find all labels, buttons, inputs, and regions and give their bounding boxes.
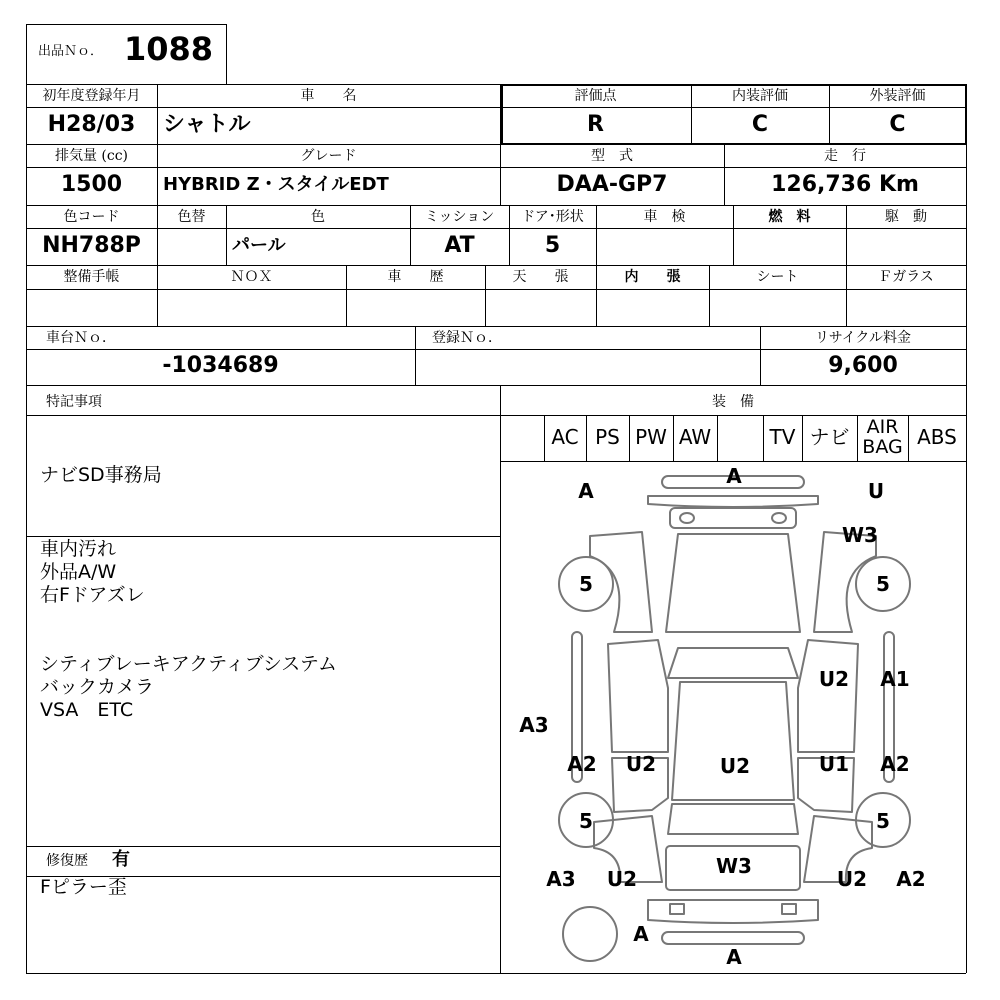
registration-label: 登録Ｎｏ．: [432, 330, 502, 346]
vehicle-history-label: 車 歴: [387, 269, 444, 285]
equipment-aw: AW: [678, 425, 712, 449]
chassis-label: 車台Ｎｏ．: [46, 330, 116, 346]
color-code-label: 色コード: [63, 209, 120, 225]
damage-mark: U1: [818, 752, 850, 776]
color-change-label: 色替: [177, 209, 206, 225]
color-value: パール: [232, 235, 286, 256]
damage-mark: W3: [842, 523, 878, 547]
drive-label: 駆 動: [885, 209, 927, 225]
roof: [672, 682, 794, 800]
rear-window: [668, 804, 798, 834]
damage-mark: W3: [716, 854, 752, 878]
first-reg-label: 初年度登録年月: [42, 88, 141, 104]
equipment-label: 装 備: [712, 394, 754, 410]
damage-mark: A2: [880, 752, 910, 776]
equipment-navi: ナビ: [809, 425, 850, 449]
recycle-label: リサイクル料金: [814, 330, 912, 346]
damage-mark: 5: [876, 572, 890, 596]
damage-mark: A2: [896, 867, 926, 891]
equipment-tv: TV: [769, 425, 796, 449]
damage-mark: U2: [836, 867, 868, 891]
damage-mark: A1: [880, 667, 910, 691]
fuel-label: 燃 料: [768, 209, 811, 225]
exterior-value: C: [889, 112, 906, 137]
color-code-value: NH788P: [42, 233, 141, 258]
repair-value: 有: [112, 849, 130, 870]
damage-mark: A: [726, 464, 742, 488]
interior-label: 内装評価: [732, 88, 788, 104]
spare-wheel: [563, 907, 617, 961]
equipment-airbag: AIR BAG: [862, 416, 903, 458]
car-name-label: 車 名: [300, 88, 357, 104]
model-label: 型 式: [591, 148, 633, 164]
damage-mark: U2: [606, 867, 638, 891]
maintenance-book-label: 整備手帳: [63, 269, 120, 285]
door-value: 5: [544, 233, 561, 258]
damage-mark: A: [633, 922, 649, 946]
car-name-value: シャトル: [163, 112, 251, 137]
equipment-ps: PS: [595, 425, 620, 449]
damage-mark: 5: [579, 572, 593, 596]
interior-trim-label: 内 張: [624, 269, 681, 285]
exterior-label: 外装評価: [869, 88, 926, 104]
front-glass-label: Ｆガラス: [878, 269, 934, 285]
damage-mark: A2: [567, 752, 597, 776]
damage-mark: U2: [818, 667, 850, 691]
equipment-ac: AC: [551, 425, 579, 449]
damage-mark: 5: [876, 809, 890, 833]
rear-bumper-lower: [662, 932, 804, 944]
lot-number: 1088: [124, 30, 214, 68]
displacement-label: 排気量 (cc): [54, 148, 129, 164]
damage-mark: A: [726, 945, 742, 969]
nox-label: ＮＯＸ: [230, 269, 273, 285]
equipment-abs: ABS: [917, 425, 957, 449]
notes-box-2: 車内汚れ 外品A/W 右Fドアズレ シティブレーキアクティブシステム バックカメラ VSA ETC: [40, 538, 337, 721]
damage-mark: 5: [579, 809, 593, 833]
hood: [666, 534, 800, 632]
grade-label: グレード: [300, 148, 357, 164]
grade-value: HYBRID Z・スタイルEDT: [163, 174, 389, 195]
damage-mark: U2: [625, 752, 657, 776]
score-value: R: [587, 112, 604, 137]
recycle-value: 9,600: [828, 353, 898, 378]
repair-label: 修復歴: [46, 853, 88, 869]
color-label: 色: [311, 209, 325, 225]
windshield: [668, 648, 798, 678]
model-value: DAA-GP7: [556, 172, 668, 197]
mileage-value: 126,736 Km: [771, 172, 919, 197]
chassis-value: -1034689: [162, 353, 279, 378]
mission-label: ミッション: [424, 209, 495, 225]
interior-value: C: [751, 112, 769, 137]
notes-box-1: ナビSD事務局: [40, 464, 162, 486]
damage-mark: U: [867, 479, 885, 503]
vehicle-damage-diagram: [502, 462, 966, 972]
damage-mark: U2: [719, 754, 751, 778]
notes-label: 特記事項: [46, 394, 102, 410]
score-label: 評価点: [574, 88, 617, 104]
damage-mark: A3: [519, 713, 549, 737]
damage-mark: A: [578, 479, 594, 503]
mission-value: AT: [444, 233, 475, 258]
lot-label: 出品Ｎｏ．: [38, 44, 104, 59]
mileage-label: 走 行: [824, 148, 866, 164]
seat-label: シート: [756, 269, 799, 285]
left-front-door: [608, 640, 668, 752]
repair-note: Fピラー歪: [40, 876, 127, 898]
first-reg-value: H28/03: [47, 112, 136, 137]
door-label: ドア･形状: [521, 209, 584, 225]
headliner-label: 天 張: [512, 269, 569, 285]
inspection-label: 車 検: [643, 209, 686, 225]
right-front-door: [798, 640, 858, 752]
front-bumper-lower: [648, 496, 818, 507]
equipment-pw: PW: [635, 425, 667, 449]
damage-mark: A3: [546, 867, 576, 891]
front-grille: [670, 508, 796, 528]
displacement-value: 1500: [60, 172, 123, 197]
